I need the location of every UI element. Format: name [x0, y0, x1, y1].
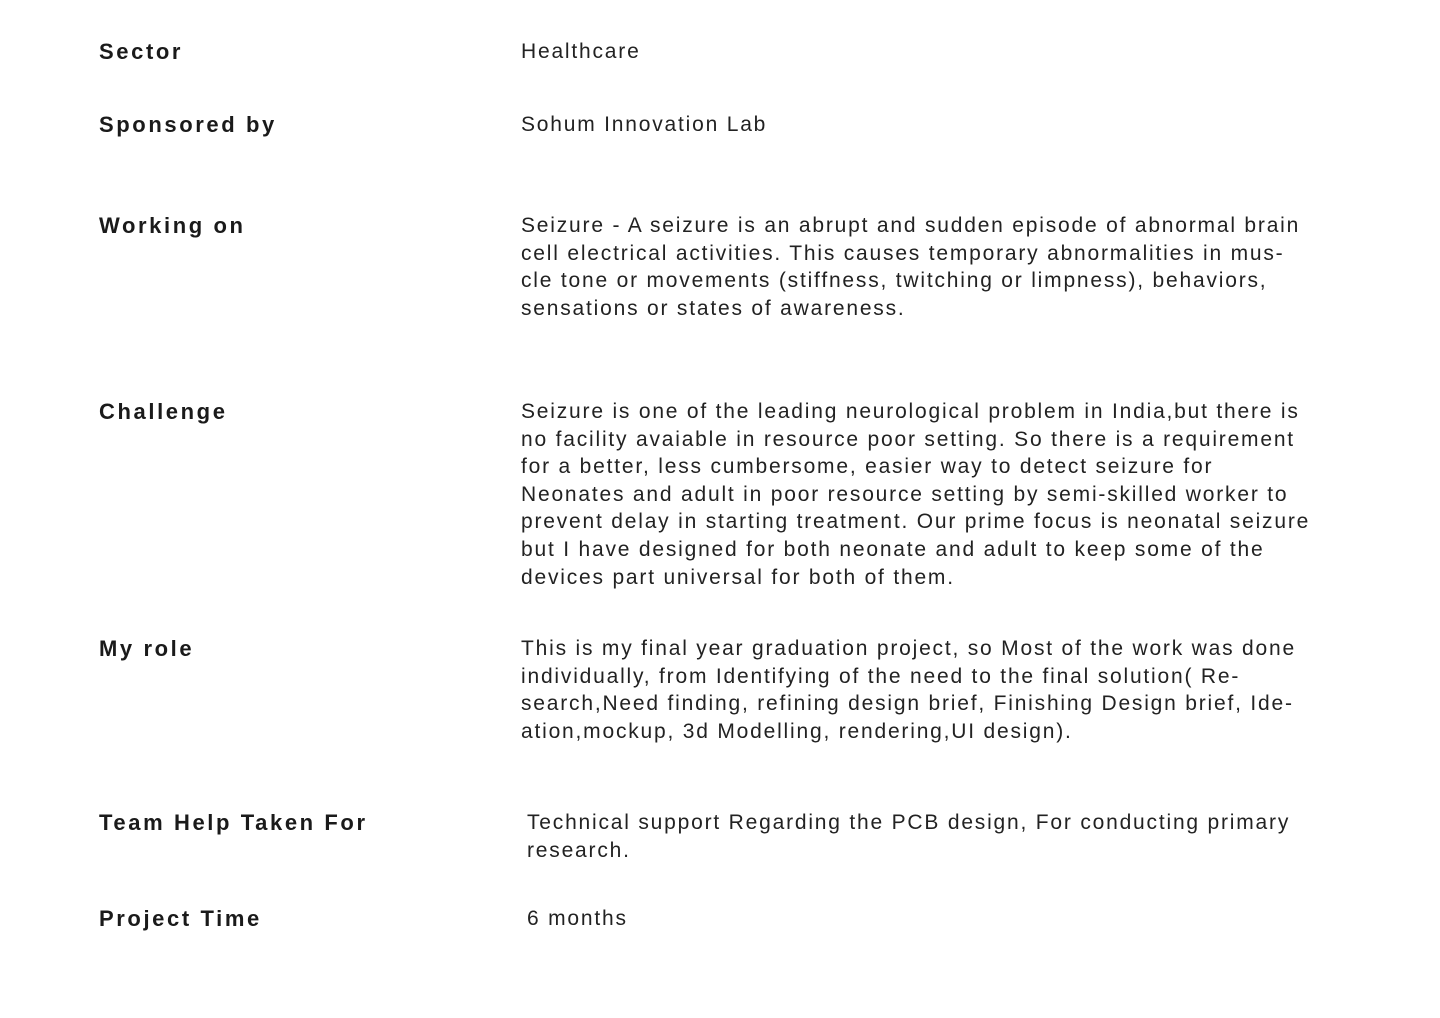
project-time-value — [527, 905, 1367, 933]
sponsored-by-value — [521, 111, 1361, 139]
challenge-line: for a better, less cumbersome, easier way to detect seizure for — [521, 455, 1214, 479]
project-time-value-line: 6 months — [527, 907, 628, 930]
working-on-line: sensations or states of awareness. — [521, 296, 906, 320]
challenge-line: Seizure is one of the leading neurological problem in India,but there is — [521, 400, 1300, 423]
challenge-label: Challenge — [99, 399, 228, 424]
team-help-label: Team Help Taken For — [99, 810, 368, 835]
challenge-line: no facility avaiable in resource poor setting. So there is a requirement — [521, 427, 1295, 451]
project-time-label: Project Time — [99, 906, 262, 931]
team-help-value — [527, 809, 1367, 864]
sponsored-by-value-line: Sohum Innovation Lab — [521, 113, 768, 136]
working-on-label: Working on — [99, 213, 246, 238]
my-role-line: ation,mockup, 3d Modelling, rendering,UI design). — [521, 719, 1073, 743]
sponsored-by-label: Sponsored by — [99, 112, 277, 137]
working-on-line: cell electrical activities. This causes temporary abnormalities in mus- — [521, 241, 1285, 265]
my-role-line: This is my final year graduation project, so Most of the work was done — [521, 637, 1296, 660]
working-on-line: Seizure - A seizure is an abrupt and sudden episode of abnormal brain — [521, 214, 1301, 237]
my-role-value — [521, 635, 1361, 745]
my-role-label: My role — [99, 636, 195, 661]
challenge-line: prevent delay in starting treatment. Our prime focus is neonatal seizure — [521, 510, 1311, 534]
team-help-line: research. — [527, 838, 631, 862]
challenge-line: devices part universal for both of them. — [521, 565, 955, 589]
my-role-line: individually, from Identifying of the need to the final solution( Re- — [521, 664, 1241, 688]
challenge-line: Neonates and adult in poor resource setting by semi-skilled worker to — [521, 482, 1289, 506]
challenge-line: but I have designed for both neonate and adult to keep some of the — [521, 537, 1265, 561]
my-role-line: search,Need finding, refining design brief, Finishing Design brief, Ide- — [521, 692, 1294, 716]
team-help-line: Technical support Regarding the PCB design, For conducting primary — [527, 811, 1291, 834]
working-on-value — [521, 212, 1361, 322]
working-on-line: cle tone or movements (stiffness, twitching or limpness), behaviors, — [521, 269, 1268, 293]
challenge-value — [521, 398, 1361, 591]
sector-label: Sector — [99, 39, 184, 64]
sector-value — [521, 38, 1361, 66]
sector-value-line: Healthcare — [521, 40, 641, 63]
